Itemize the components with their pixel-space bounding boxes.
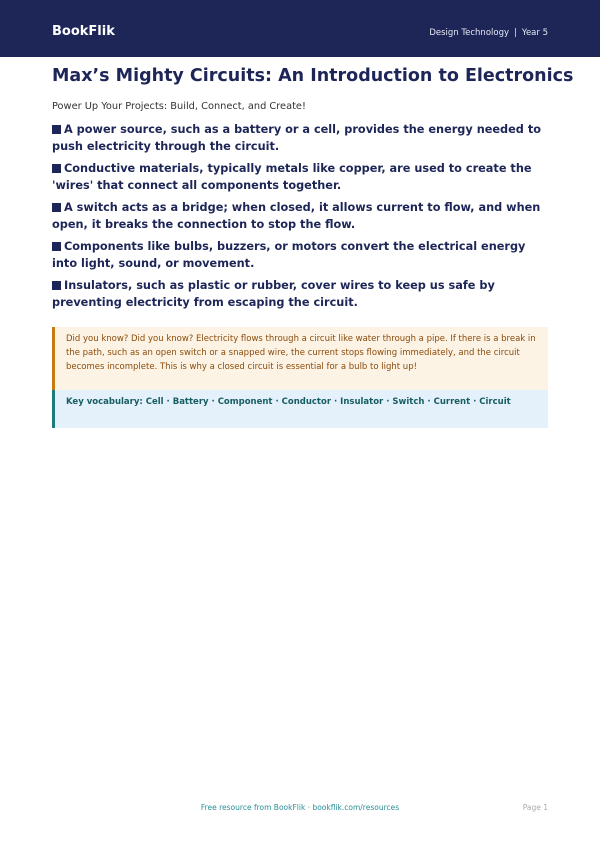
square-bullet-icon (52, 281, 61, 290)
square-bullet-icon (52, 203, 61, 212)
bullet-text: Components like bulbs, buzzers, or motors convert the electrical energy into light, sound, or movement. (52, 240, 526, 270)
page-subtitle: Power Up Your Projects: Build, Connect, and Create! (52, 101, 306, 112)
key-vocabulary-box: Key vocabulary: Cell · Battery · Component · Conductor · Insulator · Switch · Current · Circuit (52, 390, 548, 428)
bullet-list (52, 121, 552, 316)
bullet-item (52, 121, 552, 155)
bullet-text: A power source, such as a battery or a cell, provides the energy needed to push electricity through the circuit. (52, 123, 541, 153)
subject-label: Design Technology (429, 28, 510, 38)
subject-info (429, 27, 548, 39)
header-bar (0, 0, 600, 57)
bullet-item (52, 199, 552, 233)
page-title: Max’s Mighty Circuits: An Introduction to Electronics (52, 66, 574, 86)
bullet-item (52, 238, 552, 272)
bullet-item (52, 160, 552, 194)
year-label: Year 5 (521, 28, 548, 38)
did-you-know-callout: Did you know? Did you know? Electricity flows through a circuit like water through a pipe. If there is a break in the path, such as an open switch or a snapped wire, the current stops flowing immediately, and the circuit becomes incomplete. This is why a closed circuit is essential for a bulb to light up! (52, 327, 548, 390)
footer-link[interactable]: Free resource from BookFlik · bookflik.com/resources (200, 803, 400, 812)
square-bullet-icon (52, 164, 61, 173)
bullet-text: A switch acts as a bridge; when closed, it allows current to flow, and when open, it breaks the connection to stop the flow. (52, 201, 541, 231)
bullet-text: Conductive materials, typically metals like copper, are used to create the 'wires' that connect all components together. (52, 162, 532, 192)
page-number: Page 1 (522, 803, 548, 812)
separator: | (514, 28, 517, 38)
square-bullet-icon (52, 125, 61, 134)
brand-logo[interactable]: BookFlik (52, 24, 115, 39)
square-bullet-icon (52, 242, 61, 251)
bullet-item (52, 277, 552, 311)
bullet-text: Insulators, such as plastic or rubber, cover wires to keep us safe by preventing electricity from escaping the circuit. (52, 279, 495, 309)
